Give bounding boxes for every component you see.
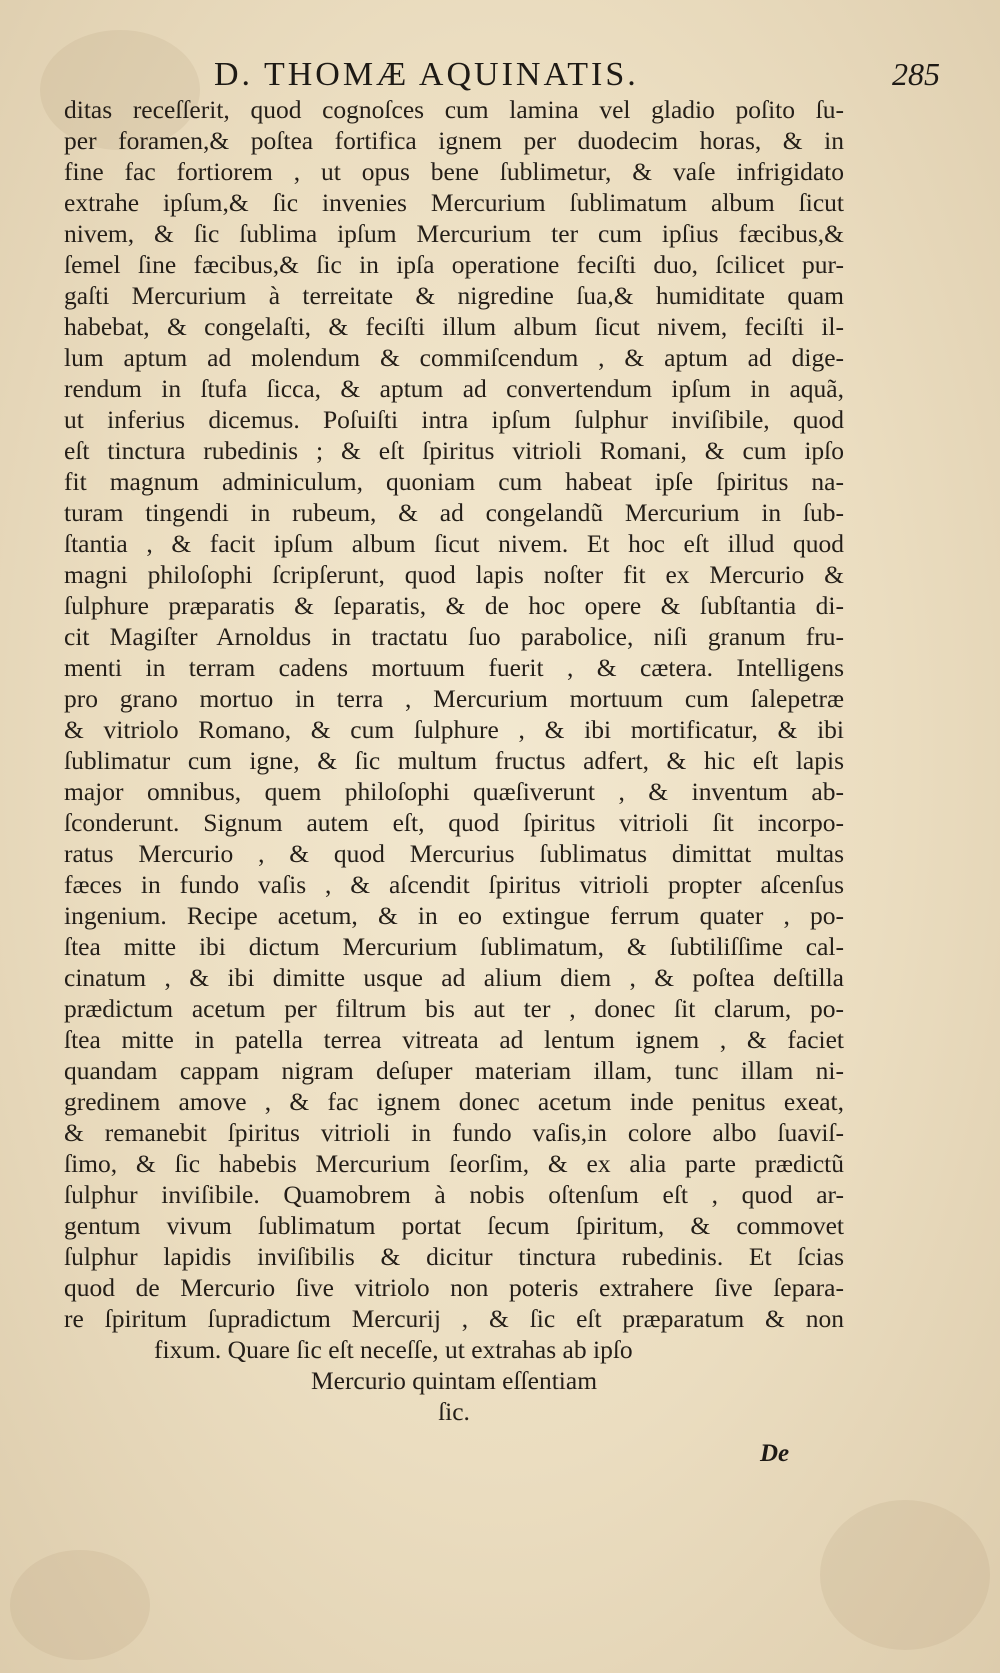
text-line: cinatum , & ibi dimitte usque ad alium diem , & poſtea deſtilla (64, 963, 844, 992)
page-header (0, 50, 1000, 100)
text-line: gentum vivum ſublimatum portat ſecum ſpiritum, & commovet (64, 1211, 844, 1240)
text-line: nivem, & ſic ſublima ipſum Mercurium ter cum ipſius fæcibus,& (64, 219, 844, 248)
text-line: ſimo, & ſic habebis Mercurium ſeorſim, & ex alia parte prædictũ (64, 1149, 844, 1178)
closing-line: Mercurio quintam eſſentiam (310, 1366, 598, 1395)
text-line: ditas receſſerit, quod cognoſces cum lamina vel gladio poſito ſu- (64, 95, 844, 124)
text-line: ut inferius dicemus. Poſuiſti intra ipſum ſulphur inviſibile, quod (64, 405, 844, 434)
text-line: prædictum acetum per filtrum bis aut ter , donec ſit clarum, po- (64, 994, 844, 1023)
text-line: ſulphur lapidis inviſibilis & dicitur tinctura rubedinis. Et ſcias (64, 1242, 844, 1271)
closing-line: ſic. (438, 1397, 470, 1426)
text-line: rendum in ſtufa ſicca, & aptum ad convertendum ipſum in aquã, (64, 374, 844, 403)
text-line: & remanebit ſpiritus vitrioli in fundo vaſis,in colore albo ſuaviſ- (64, 1118, 844, 1147)
closing-line: fixum. Quare ſic eſt neceſſe, ut extrahas ab ipſo (154, 1335, 633, 1364)
text-line: ſemel ſine fæcibus,& ſic in ipſa operatione feciſti duo, ſcilicet pur- (64, 250, 844, 279)
text-line: ſtantia , & facit ipſum album ſicut nivem. Et hoc eſt illud quod (64, 529, 844, 558)
running-title: D. THOMÆ AQUINATIS. (214, 56, 639, 93)
text-line: fit magnum adminiculum, quoniam cum habeat ipſe ſpiritus na- (64, 467, 844, 496)
page-number: 285 (892, 56, 940, 92)
text-line: fæces in fundo vaſis , & aſcendit ſpiritus vitrioli propter aſcenſus (64, 870, 844, 899)
text-line: gredinem amove , & fac ignem donec acetum inde penitus exeat, (64, 1087, 844, 1116)
text-line: cit Magiſter Arnoldus in tractatu ſuo parabolice, niſi granum fru- (64, 622, 844, 651)
text-line: quandam cappam nigram deſuper materiam illam, tunc illam ni- (64, 1056, 844, 1085)
text-line: ingenium. Recipe acetum, & in eo extingue ferrum quater , po- (64, 901, 844, 930)
paper-stain (10, 1550, 150, 1660)
text-line: ſulphur inviſibile. Quamobrem à nobis oſtenſum eſt , quod ar- (64, 1180, 844, 1209)
text-line: ſublimatur cum igne, & ſic multum fructus adfert, & hic eſt lapis (64, 746, 844, 775)
paper-stain (820, 1500, 990, 1650)
text-line: re ſpiritum ſupradictum Mercurij , & ſic eſt præparatum & non (64, 1304, 844, 1333)
catchword: De (760, 1440, 790, 1467)
text-line: gaſti Mercurium à terreitate & nigredine ſua,& humiditate quam (64, 281, 844, 310)
body-text (64, 94, 844, 1427)
text-line: ſtea mitte in patella terrea vitreata ad lentum ignem , & faciet (64, 1025, 844, 1054)
text-line: magni philoſophi ſcripſerunt, quod lapis noſter fit ex Mercurio & (64, 560, 844, 589)
text-line: eſt tinctura rubedinis ; & eſt ſpiritus vitrioli Romani, & cum ipſo (64, 436, 844, 465)
text-line: ratus Mercurio , & quod Mercurius ſublimatus dimittat multas (64, 839, 844, 868)
text-line: pro grano mortuo in terra , Mercurium mortuum cum ſalepetræ (64, 684, 844, 713)
text-line: & vitriolo Romano, & cum ſulphure , & ibi mortificatur, & ibi (64, 715, 844, 744)
text-line: quod de Mercurio ſive vitriolo non poteris extrahere ſive ſepara- (64, 1273, 844, 1302)
text-line: per foramen,& poſtea fortifica ignem per duodecim horas, & in (64, 126, 844, 155)
text-line: lum aptum ad molendum & commiſcendum , & aptum ad dige- (64, 343, 844, 372)
text-line: extrahe ipſum,& ſic invenies Mercurium ſublimatum album ſicut (64, 188, 844, 217)
text-line: habebat, & congelaſti, & feciſti illum album ſicut nivem, feciſti il- (64, 312, 844, 341)
text-line: ſconderunt. Signum autem eſt, quod ſpiritus vitrioli ſit incorpo- (64, 808, 844, 837)
text-line: ſulphure præparatis & ſeparatis, & de hoc opere & ſubſtantia di- (64, 591, 844, 620)
text-line: menti in terram cadens mortuum fuerit , & cætera. Intelligens (64, 653, 844, 682)
text-line: ſtea mitte ibi dictum Mercurium ſublimatum, & ſubtiliſſime cal- (64, 932, 844, 961)
text-line: major omnibus, quem philoſophi quæſiverunt , & inventum ab- (64, 777, 844, 806)
text-line: fine fac fortiorem , ut opus bene ſublimetur, & vaſe infrigidato (64, 157, 844, 186)
text-line: turam tingendi in rubeum, & ad congelandũ Mercurium in ſub- (64, 498, 844, 527)
